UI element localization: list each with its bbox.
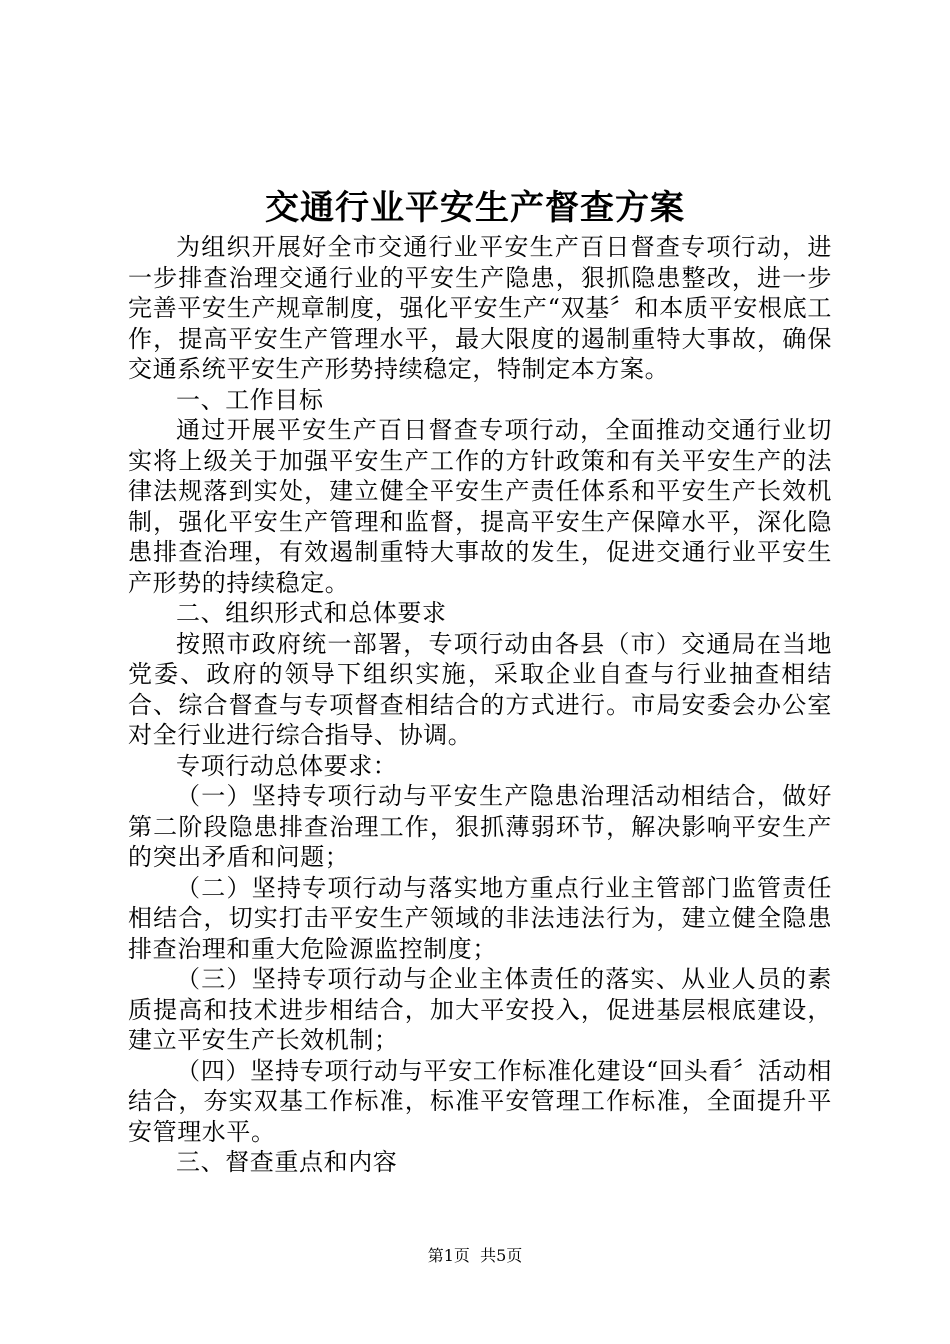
section-heading-organization: 二、组织形式和总体要求 <box>176 599 447 627</box>
document-title: 交通行业平安生产督查方案 <box>265 188 685 228</box>
intro-paragraph: 为组织开展好全市交通行业平安生产百日督查专项行动，进一步排查治理交通行业的平安生产隐患，狠抓隐患整改，进一步完善平安生产规章制度，强化平安生产“双基〞和本质平安根底工作，提高平安生产管理水平，最大限度的遏制重特大事故，确保交通系统平安生产形势持续稳定，特制定本方案。 <box>128 233 832 383</box>
document-body <box>128 232 832 1178</box>
requirement-item-1: （一）坚持专项行动与平安生产隐患治理活动相结合，做好第二阶段隐患排查治理工作，狠抓薄弱环节，解决影响平安生产的突出矛盾和问题； <box>128 782 832 871</box>
page-footer <box>0 1244 950 1268</box>
requirements-intro: 专项行动总体要求： <box>176 751 398 780</box>
requirement-item-3: （三）坚持专项行动与企业主体责任的落实、从业人员的素质提高和技术进步相结合，加大平安投入，促进基层根底建设，建立平安生产长效机制； <box>128 965 832 1054</box>
section-heading-inspection: 三、督查重点和内容 <box>176 1148 398 1176</box>
page-number: 第1页 <box>427 1246 470 1265</box>
requirement-item-4: （四）坚持专项行动与平安工作标准化建设“回头看〞活动相结合，夯实双基工作标准，标准平安管理工作标准，全面提升平安管理水平。 <box>128 1056 832 1146</box>
page-total: 共5页 <box>480 1246 523 1265</box>
section-heading-goals: 一、工作目标 <box>176 385 324 414</box>
requirement-item-2: （二）坚持专项行动与落实地方重点行业主管部门监管责任相结合，切实打击平安生产领域的非法违法行为，建立健全隐患排查治理和重大危险源监控制度； <box>128 873 832 963</box>
organization-paragraph: 按照市政府统一部署，专项行动由各县（市）交通局在当地党委、政府的领导下组织实施，采取企业自查与行业抽查相结合、综合督查与专项督查相结合的方式进行。市局安委会办公室对全行业进行综合指导、协调。 <box>128 629 832 749</box>
goals-paragraph: 通过开展平安生产百日督查专项行动，全面推动交通行业切实将上级关于加强平安生产工作的方针政策和有关平安生产的法律法规落到实处，建立健全平安生产责任体系和平安生产长效机制，强化平安生产管理和监督，提高平安生产保障水平，深化隐患排查治理，有效遏制重特大事故的发生，促进交通行业平安生产形势的持续稳定。 <box>128 416 832 597</box>
